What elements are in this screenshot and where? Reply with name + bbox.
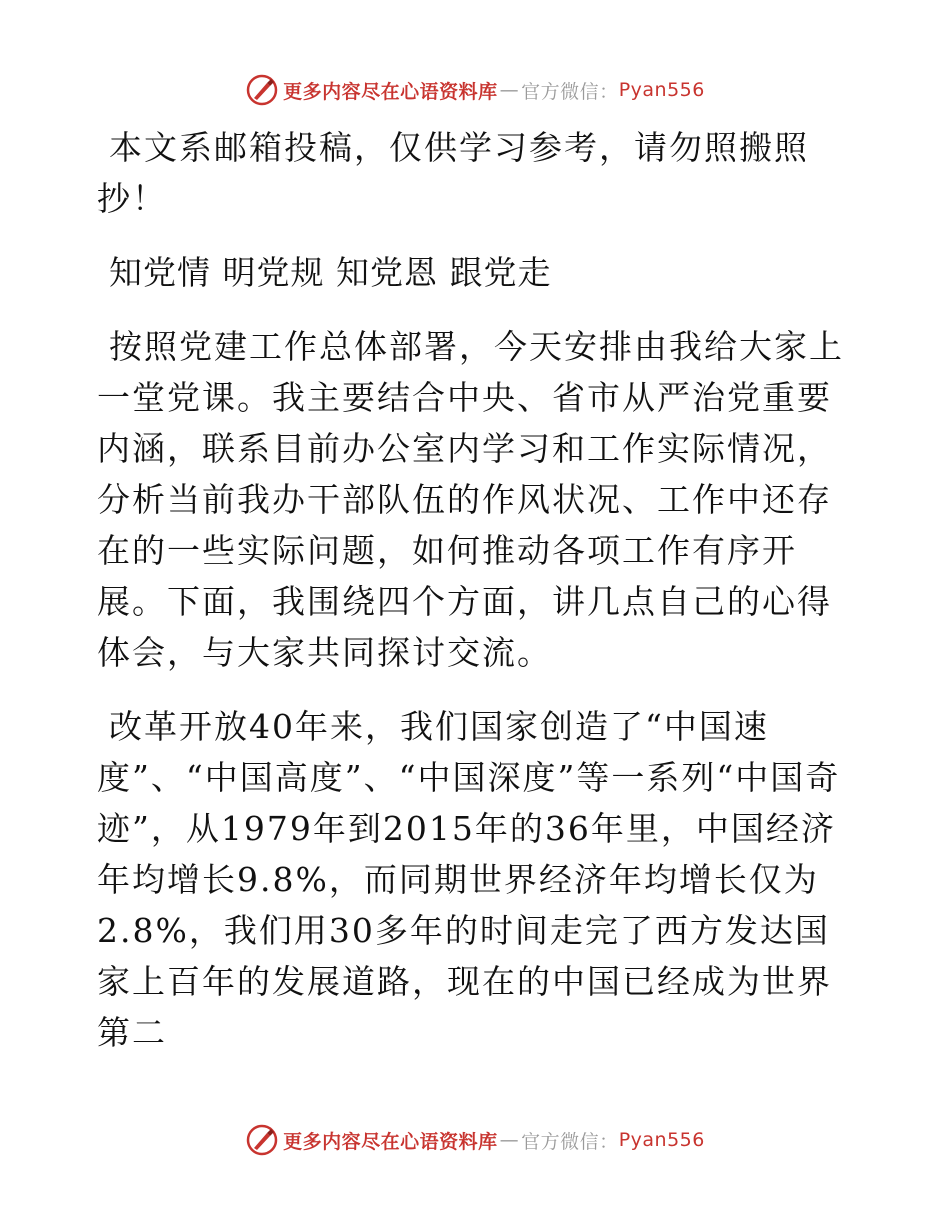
banner-separator: —	[499, 79, 520, 101]
banner-main-text: 更多内容尽在心语资料库	[283, 1130, 498, 1153]
banner-main-text: 更多内容尽在心语资料库	[283, 80, 498, 103]
body-paragraph: 按照党建工作总体部署，今天安排由我给大家上一堂党课。我主要结合中央、省市从严治党重要内涵，联系目前办公室内学习和工作实际情况，分析当前我办干部队伍的作风状况、工作中还存在的一些实际问题，如何推动各项工作有序开展。下面，我围绕四个方面，讲几点自己的心得体会，与大家共同探讨交流。	[97, 327, 844, 672]
pen-nib-logo-icon	[245, 73, 279, 107]
body-paragraph: 改革开放40年来，我们国家创造了“中国速度”、“中国高度”、“中国深度”等一系列“中国奇迹”，从1979年到2015年的36年里，中国经济年均增长9.8%，而同期世界经济年均增长仅为2.8%，我们用30多年的时间走完了西方发达国家上百年的发展道路，现在的中国已经成为世界第二	[97, 707, 841, 1052]
banner-wechat-id: Pyan556	[618, 79, 705, 101]
document-body	[97, 122, 857, 1081]
footer-watermark-banner	[0, 1120, 950, 1160]
header-watermark-banner	[0, 70, 950, 110]
document-title: 知党情 明党规 知党恩 跟党走	[109, 253, 552, 292]
banner-separator: —	[499, 1129, 520, 1151]
pen-nib-logo-icon	[245, 1123, 279, 1157]
banner-wechat-id: Pyan556	[618, 1129, 705, 1151]
banner-wechat-label: 官方微信：	[521, 1130, 619, 1153]
submission-notice: 本文系邮箱投稿，仅供学习参考，请勿照搬照抄！	[97, 128, 809, 218]
banner-wechat-label: 官方微信：	[521, 80, 619, 103]
